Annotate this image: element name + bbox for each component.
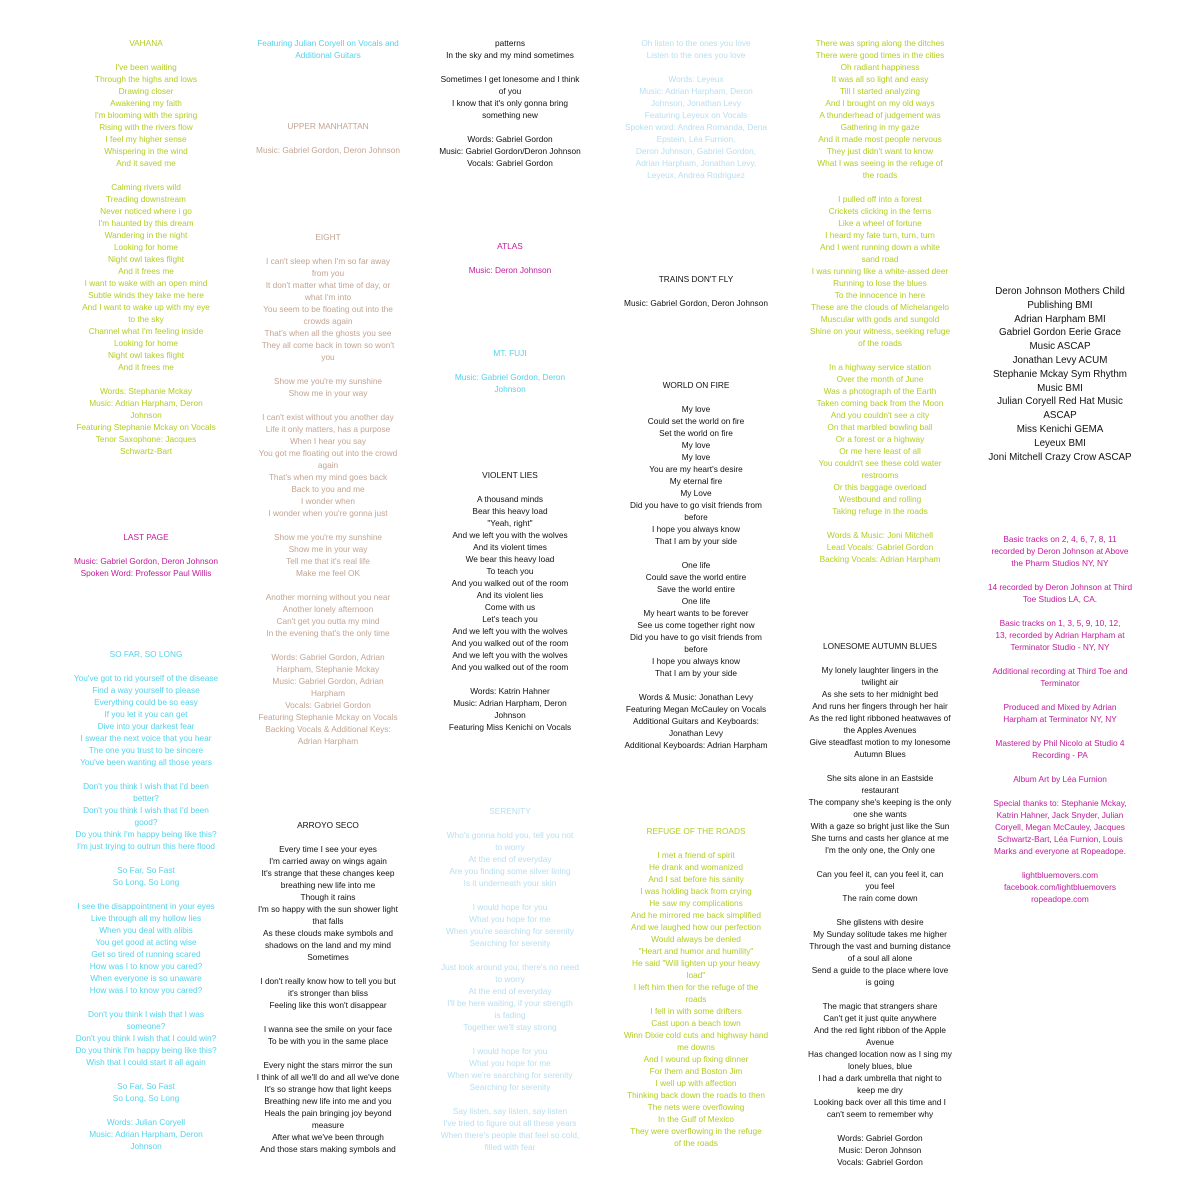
upper-manhattan-credits: UPPER MANHATTAN Music: Gabriel Gordon, Deron Johnson <box>256 121 400 155</box>
publishing-credits: Deron Johnson Mothers Child Publishing BMI Adrian Harpham BMI Gabriel Gordon Eerie Grace Music ASCAP Jonathan Levy ACUM Stephanie Mckay Sym Rhythm Music BMI Julian Coryell Red Hat Music ASCAP Miss Kenichi GEMA Leyeux BMI Joni Mitchell Crazy Crow ASCAP <box>988 286 1132 463</box>
refuge-of-the-roads-lyrics-continued: There was spring along the ditches There were good times in the cities Oh radiant happiness It was all so light and easy Till I started analyzing And I brought on my old ways A thunderhead of judgement was Gathering in my gaze And it made most people nervous They just didn't want to know What I was seeing in the refuge of the roads I pulled off into a forest Crickets clicking in the ferns Like a wheel of fortune I heard my fate turn, turn, turn And I went running down a white sand road I was running like a white-assed deer Running to lose the blues To the innocence in here These are the clouds of Michelangelo Muscular with gods and sungold Shine on your witness, seeking refuge of the roads In a highway service station Over the month of June Was a photograph of the Earth Taken coming back from the Moon And you couldn't see a city On that marbled bowling ball Or a forest or a highway Or me here least of all You couldn't see these cold water restrooms Or this baggage overload Westbound and rolling Taking refuge in the roads Words & Music: Joni Mitchell Lead Vocals: Gabriel Gordon Backing Vocals: Adrian Harpham <box>809 38 951 564</box>
lyrics-column-3 <box>430 0 590 1152</box>
eight-lyrics: EIGHT I can't sleep when I'm so far away from you It don't matter what time of day, or what I'm into You seem to be floating out into the crowds again That's when all the ghosts you see They all come back in town so won't you Show me you're my sunshine Show me in your way I can't exist without you another day Life it only matters, has a purpose When I hear you say You got me floating out into the crowd again That's when my mind goes back Back to you and me I wonder when I wonder when you're gonna just Show me you're my sunshine Show me in your way Tell me that it's real life Make me feel OK Another morning without you near Another lonely afternoon Can't get you outta my mind In the evening that's the only time Words: Gabriel Gordon, Adrian Harpham, Stephanie Mckay Music: Gabriel Gordon, Adrian Harpham Vocals: Gabriel Gordon Featuring Stephanie Mckay on Vocals Backing Vocals & Additional Keys: Adrian Harpham <box>258 232 398 746</box>
lyrics-column-2 <box>246 0 410 1154</box>
serenity-lyrics-continued: Oh listen to the ones you love Listen to the ones you love Words: Leyeux Music: Adrian Harpham, Deron Johnson, Jonathan Levy Featuring Leyeux on Vocals Spoken word: Andrea Romanda, Dena Epstein, Léa Furnion, Deron Johnson, Gabriel Gordon, Adrian Harpham, Jonathan Levy, Leyeux, Andrea Rodriguez <box>624 38 768 180</box>
serenity-lyrics: SERENITY Who's gonna hold you, tell you not to worry At the end of everyday Are you finding some silver lining Is it underneath your skin I would hope for you What you hope for me When you're searching for serenity Searching for serenity Just look around you, there's no need to worry At the end of everyday I'll be here waiting, if your strength is fading Together we'll stay strong I would hope for you What you hope for me When we're searching for serenity Searching for serenity Say listen, say listen, say listen I've tried to figure out all these years When there's people that feel so cold, filled with fear <box>440 806 580 1152</box>
trains-dont-fly-credits: TRAINS DON'T FLY Music: Gabriel Gordon, Deron Johnson <box>624 274 768 308</box>
world-on-fire-lyrics: WORLD ON FIRE My love Could set the world on fire Set the world on fire My love My love You are my heart's desire My eternal fire My Love Did you have to go visit friends from before I hope you always know That I am by your side One life Could save the world entire Save the world entire One life My heart wants to be forever See us come together right now Did you have to go visit friends from before I hope you always know That I am by your side Words & Music: Jonathan Levy Featuring Megan McCauley on Vocals Additional Guitars and Keyboards: Jonathan Levy Additional Keyboards: Adrian Harpham <box>624 380 768 750</box>
so-far-so-long-lyrics: SO FAR, SO LONG You've got to rid yourself of the disease Find a way yourself to please Everything could be so easy If you let it you can get Dive into your darkest fear I swear the next voice that you hear The one you trust to be sincere You've been wanting all those years Don't you think I wish that I'd been better? Don't you think I wish that I'd been good? Do you think I'm happy being like this? I'm just trying to outrun this here flood So Far, So Fast So Long, So Long I see the disappointment in your eyes Live through all my hollow lies When you deal with alibis You get good at acting wise Get so tired of running scared How was I to know you cared? When everyone is so unaware How was I to know you cared? Don't you think I wish that I was someone? Don't you think I wish that I could win? Do you think I'm happy being like this? Wish that I could start it all again So Far, So Fast So Long, So Long Words: Julian Coryell Music: Adrian Harpham, Deron Johnson <box>73 649 219 1151</box>
arroyo-seco-lyrics-continued: patterns In the sky and my mind sometimes Sometimes I get lonesome and I think of you I know that it's only gonna bring something new Words: Gabriel Gordon Music: Gabriel Gordon/Deron Johnson Vocals: Gabriel Gordon <box>439 38 581 168</box>
last-page-credits: LAST PAGE Music: Gabriel Gordon, Deron Johnson Spoken Word: Professor Paul Willis <box>74 532 218 578</box>
arroyo-seco-lyrics: ARROYO SECO Every time I see your eyes I'm carried away on wings again It's strange that these changes keep breathing new life into me Though it rains I'm so happy with the sun shower light that falls As these clouds make symbols and shadows on the land and my mind Sometimes I don't really know how to tell you but it's stronger than bliss Feeling like this won't disappear I wanna see the smile on your face To be with you in the same place Every night the stars mirror the sun I think of all we'll do and all we've done It's so strange how that light keeps Breathing new life into me and you Heals the pain bringing joy beyond measure After what we've been through And those stars making symbols and <box>256 820 400 1154</box>
vahana-lyrics: VAHANA I've been waiting Through the highs and lows Drawing closer Awakening my faith I'm blooming with the spring Rising with the rivers flow I feel my higher sense Whispering in the wind And it saved me Calming rivers wild Treading downstream Never noticed where i go I'm haunted by this dream Wandering in the night Looking for home Night owl takes flight And it frees me I want to wake with an open mind Subtle winds they take me here And I want to wake up with my eye to the sky Channel what I'm feeling inside Looking for home Night owl takes flight And it frees me Words: Stephanie Mckay Music: Adrian Harpham, Deron Johnson Featuring Stephanie Mckay on Vocals Tenor Saxophone: Jacques Schwartz-Bart <box>76 38 216 456</box>
lonesome-autumn-blues-lyrics: LONESOME AUTUMN BLUES My lonely laughter lingers in the twilight air As she sets to her midnight bed And runs her fingers through her hair As the red light ribboned heatwaves of the Apples Avenues Give steadfast motion to my lonesome Autumn Blues She sits alone in an Eastside restaurant The company she's keeping is the only one she wants With a gaze so bright just like the Sun She turns and casts her glance at me I'm the only one, the Only one Can you feel it, can you feel it, can you feel The rain come down She glistens with desire My Sunday solitude takes me higher Through the vast and burning distance of a soul all alone Send a guide to the place where love is going The magic that strangers share Can't get it just quite anywhere And the red light ribbon of the Apple Avenue Has changed location now as I sing my lonely blues, blue I had a dark umbrella that night to keep me dry Looking back over all this time and I can't seem to remember why Words: Gabriel Gordon Music: Deron Johnson Vocals: Gabriel Gordon <box>808 641 952 1167</box>
violent-lies-lyrics: VIOLENT LIES A thousand minds Bear this heavy load "Yeah, right" And we left you with the wolves And its violent times We bear this heavy load To teach you And you walked out of the room And its violent lies Come with us Let's teach you And we left you with the wolves And you walked out of the room And we left you with the wolves And you walked out of the room Words: Katrin Hahner Music: Adrian Harpham, Deron Johnson Featuring Miss Kenichi on Vocals <box>448 470 572 732</box>
recording-credits: Basic tracks on 2, 4, 6, 7, 8, 11 recorded by Deron Johnson at Above the Pharm Studios NY, NY 14 recorded by Deron Johnson at Third Toe Studios LA, CA. Basic tracks on 1, 3, 5, 9, 10, 12, 13, recorded by Adrian Harpham at Terminator Studio - NY, NY Additional recording at Third Toe and Terminator Produced and Mixed by Adrian Harpham at Terminator NY, NY Mastered by Phil Nicolo at Studio 4 Recording - PA Album Art by Léa Furnion Special thanks to: Stephanie Mckay, Katrin Hahner, Jack Snyder, Julian Coryell, Megan McCauley, Jacques Schwartz-Bart, Léa Furnion, Louis Marks and everyone at Ropeadope. lightbluemovers.com facebook.com/lightbluemovers ropeadope.com <box>987 534 1133 904</box>
julian-coryell-credit: Featuring Julian Coryell on Vocals and Additional Guitars <box>257 38 399 60</box>
refuge-of-the-roads-lyrics: REFUGE OF THE ROADS I met a friend of spirit He drank and womanized And I sat before his sanity I was holding back from crying He saw my complications And he mirrored me back simplified And we laughed how our perfection Would always be denied "Heart and humor and humility" He said "Will lighten up your heavy load" I left him then for the refuge of the roads I fell in with some drifters Cast upon a beach town Winn Dixie cold cuts and highway hand me downs And I wound up fixing dinner For them and Boston Jim I well up with affection Thinking back down the roads to then The nets were overflowing In the Gulf of Mexico They were overflowing in the refuge of the roads <box>623 826 769 1148</box>
credits-column <box>980 0 1140 904</box>
lyrics-column-1 <box>62 0 230 1151</box>
atlas-credits: ATLAS Music: Deron Johnson <box>468 241 552 275</box>
lyrics-column-4 <box>614 0 778 1148</box>
mt-fuji-credits: MT. FUJI Music: Gabriel Gordon, Deron Johnson <box>454 348 566 394</box>
lyrics-column-5 <box>798 0 962 1167</box>
